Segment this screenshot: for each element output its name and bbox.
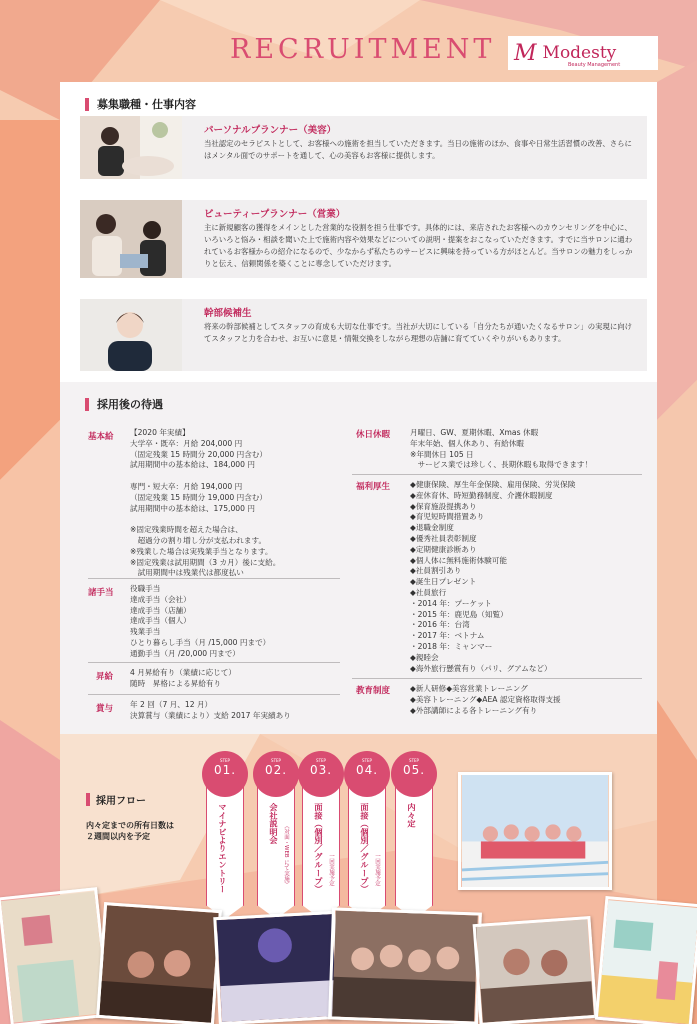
logo-subtitle: Beauty Management bbox=[568, 62, 621, 68]
divider bbox=[352, 474, 642, 475]
step-badge bbox=[298, 751, 344, 797]
job-desc-executive-candidate: 将来の幹部候補としてスタッフの育成も大切な仕事です。当社が大切にしている「自分たちが通いたくなるサロン」の実現に向けてスタッフと力を合わせ、お互いに意見・情報交換をしながら理想の店舗に育てていくやりがいもあります。 bbox=[204, 322, 633, 343]
allowance-label: 諸手当 bbox=[88, 588, 114, 598]
job-desc-beauty-planner: 主に新規顧客の獲得をメインとした営業的な役割を担う仕事です。具体的には、来店されたお客様へのカウンセリングを中心に、いろいろと悩み・相談を聞いた上で施術内容や効果などについての説明・提案をおこなっていただきます。すでに当サロンに通われているお客様からの紹介になるので、少なからず私たちのサービスに興味を持っている方がほとんど。当サロンの魅力をしっかりと伝え、信頼関係を築くことに専念していただけます。 bbox=[204, 223, 633, 268]
step-label: 会社説明会 bbox=[269, 803, 279, 844]
divider bbox=[88, 578, 340, 579]
step-badge bbox=[202, 751, 248, 797]
bonus-label: 賞与 bbox=[96, 704, 114, 714]
event-photo-4 bbox=[328, 907, 482, 1024]
salary-text: 【2020 年実績】 大学卒・既卒：月給 204,000 円 （固定残業 15 時間分 20,000 円含む） 試用期間中の基本給は、184,000 円 専門・短大卒：月給 194,000 円 （固定残業 15 時間分 19,000 円含む） 試用期間中の基本給は、175,000 円 ※固定残業時間を超えた場合は、 超過分の割り増し分が支払われます。 ※残業した場合は実残業手当となります。 ※固定残業は試用期間（3 カ月）後に支給。 試用期間中は残業代は都度払い bbox=[130, 428, 281, 578]
flow-step-2 bbox=[257, 754, 295, 906]
allowance-text: 役職手当 達成手当（会社） 達成手当（店舗） 達成手当（個人） 残業手当 ひとり暮らし手当（月 /15,000 円まで） 通勤手当（月 /20,000 円まで） bbox=[130, 584, 271, 658]
step-word: STEP bbox=[220, 758, 230, 763]
event-photo-image bbox=[331, 911, 479, 1022]
divider bbox=[352, 678, 642, 679]
step-badge bbox=[391, 751, 437, 797]
event-photo-1 bbox=[0, 887, 111, 1024]
job-title-executive-candidate: 幹部候補生 bbox=[204, 308, 252, 319]
job-photo-counseling bbox=[80, 200, 182, 278]
heading-bar-icon bbox=[85, 398, 89, 411]
event-photo-image bbox=[598, 899, 697, 1024]
step-number: 05. bbox=[402, 763, 426, 777]
bonus-text: 年 2 回（7 月、12 月） 決算賞与（業績により）支給 2017 年実績あり bbox=[130, 700, 291, 720]
job-title-personal-planner: パーソナルプランナー（美容） bbox=[204, 125, 337, 136]
logo-mark-icon: M bbox=[514, 40, 537, 66]
step-number: 04. bbox=[355, 763, 379, 777]
benefits-heading bbox=[85, 396, 163, 412]
step-number: 01. bbox=[213, 763, 237, 777]
step-number: 03. bbox=[309, 763, 333, 777]
jobs-heading-text: 募集職種・仕事内容 bbox=[97, 98, 196, 111]
flow-step-3 bbox=[302, 754, 340, 906]
divider bbox=[88, 694, 340, 695]
job-title-beauty-planner: ビューティープランナー（営業） bbox=[204, 209, 346, 220]
step-badge bbox=[253, 751, 299, 797]
job-desc-personal-planner: 当社認定のセラピストとして、お客様への施術を担当していただきます。当日の施術のほか、食事や日常生活習慣の改善、さらにはメンタル面でのサポートを通して、心の美容もお客様に提供します。 bbox=[204, 139, 632, 160]
step-label: 面接（個別／グループ） bbox=[314, 803, 324, 894]
event-photo-image bbox=[216, 914, 337, 1022]
step-label: 内々定 bbox=[407, 803, 417, 828]
step-sublabel: 一回実施予定 bbox=[328, 853, 334, 886]
heading-bar-icon bbox=[86, 793, 90, 806]
step-word: STEP bbox=[316, 758, 326, 763]
benefits-heading-text: 採用後の待遇 bbox=[97, 398, 163, 411]
group-photo bbox=[458, 772, 612, 890]
event-photo-image bbox=[99, 905, 218, 1023]
step-number: 02. bbox=[264, 763, 288, 777]
jobs-heading bbox=[85, 96, 196, 112]
company-logo bbox=[508, 36, 658, 70]
raise-text: 4 月昇給有り（業績に応じて） 随時 昇格による昇給有り bbox=[130, 668, 236, 688]
step-sublabel: （対面・WEB にて実施） bbox=[283, 823, 289, 887]
heading-bar-icon bbox=[85, 98, 89, 111]
event-photo-5 bbox=[473, 916, 598, 1024]
event-photo-2 bbox=[96, 902, 222, 1024]
step-word: STEP bbox=[271, 758, 281, 763]
event-photo-image bbox=[476, 919, 594, 1023]
holiday-text: 月曜日、GW、夏期休暇、Xmas 休暇 年末年始、個人休あり、有給休暇 ※年間休日 105 日 サービス業では珍しく、長期休暇も取得できます！ bbox=[410, 428, 593, 470]
step-label: 面接（個別／グループ） bbox=[360, 803, 370, 894]
job-card-executive-candidate bbox=[80, 299, 647, 371]
flow-heading-text: 採用フロー bbox=[96, 796, 146, 807]
welfare-label: 福利厚生 bbox=[356, 482, 391, 492]
divider bbox=[88, 662, 340, 663]
job-card-personal-planner bbox=[80, 116, 647, 179]
education-label: 教育制度 bbox=[356, 686, 391, 696]
flow-step-4 bbox=[348, 754, 386, 906]
logo-name: Modesty bbox=[542, 43, 617, 63]
flow-step-1 bbox=[206, 754, 244, 906]
job-card-beauty-planner bbox=[80, 200, 647, 278]
salary-label: 基本給 bbox=[88, 432, 114, 442]
event-photo-image bbox=[1, 890, 107, 1023]
jobs-panel bbox=[60, 82, 657, 382]
flow-note: 内々定までの所有日数は ２週間以内を予定 bbox=[86, 821, 174, 841]
job-photo-treatment bbox=[80, 116, 182, 179]
step-label: マイナビよりエントリー bbox=[218, 803, 228, 894]
raise-label: 昇給 bbox=[96, 672, 114, 682]
page-title: RECRUITMENT bbox=[230, 34, 496, 65]
job-photo-portrait bbox=[80, 299, 182, 371]
event-photo-6 bbox=[595, 896, 697, 1024]
step-word: STEP bbox=[409, 758, 419, 763]
step-badge bbox=[344, 751, 390, 797]
welfare-text: ◆健康保険、厚生年金保険、雇用保険、労災保険 ◆産休育休、時短勤務制度、介護休暇制度 ◆保育施設提携あり ◆育児短時間措置あり ◆退職金制度 ◆優秀社員表彰制度 ◆定期健康診断あり ◆個人体に無料施術体験可能 ◆社員割引あり ◆誕生日プレゼント ◆社員旅行 ・2014 年：プーケット ・2015 年：鹿児島（知覧） ・2016 年：台湾 ・2017 年：ベトナム ・2018 年：ミャンマー ◆親睦会 ◆海外旅行懸賞有り（パリ、グアムなど） bbox=[410, 480, 576, 673]
holiday-label: 休日休暇 bbox=[356, 430, 391, 440]
step-sublabel: 一回実施予定 bbox=[374, 853, 380, 886]
benefits-panel bbox=[60, 382, 657, 734]
flow-step-5 bbox=[395, 754, 433, 906]
flow-heading bbox=[86, 792, 146, 807]
group-photo-image bbox=[461, 775, 609, 887]
event-photo-3 bbox=[213, 911, 340, 1024]
step-word: STEP bbox=[362, 758, 372, 763]
education-text: ◆新人研修◆美容営業トレーニング ◆美容トレーニング◆AEA 認定資格取得支援 ◆外部講師による各トレーニング有り bbox=[410, 684, 561, 715]
